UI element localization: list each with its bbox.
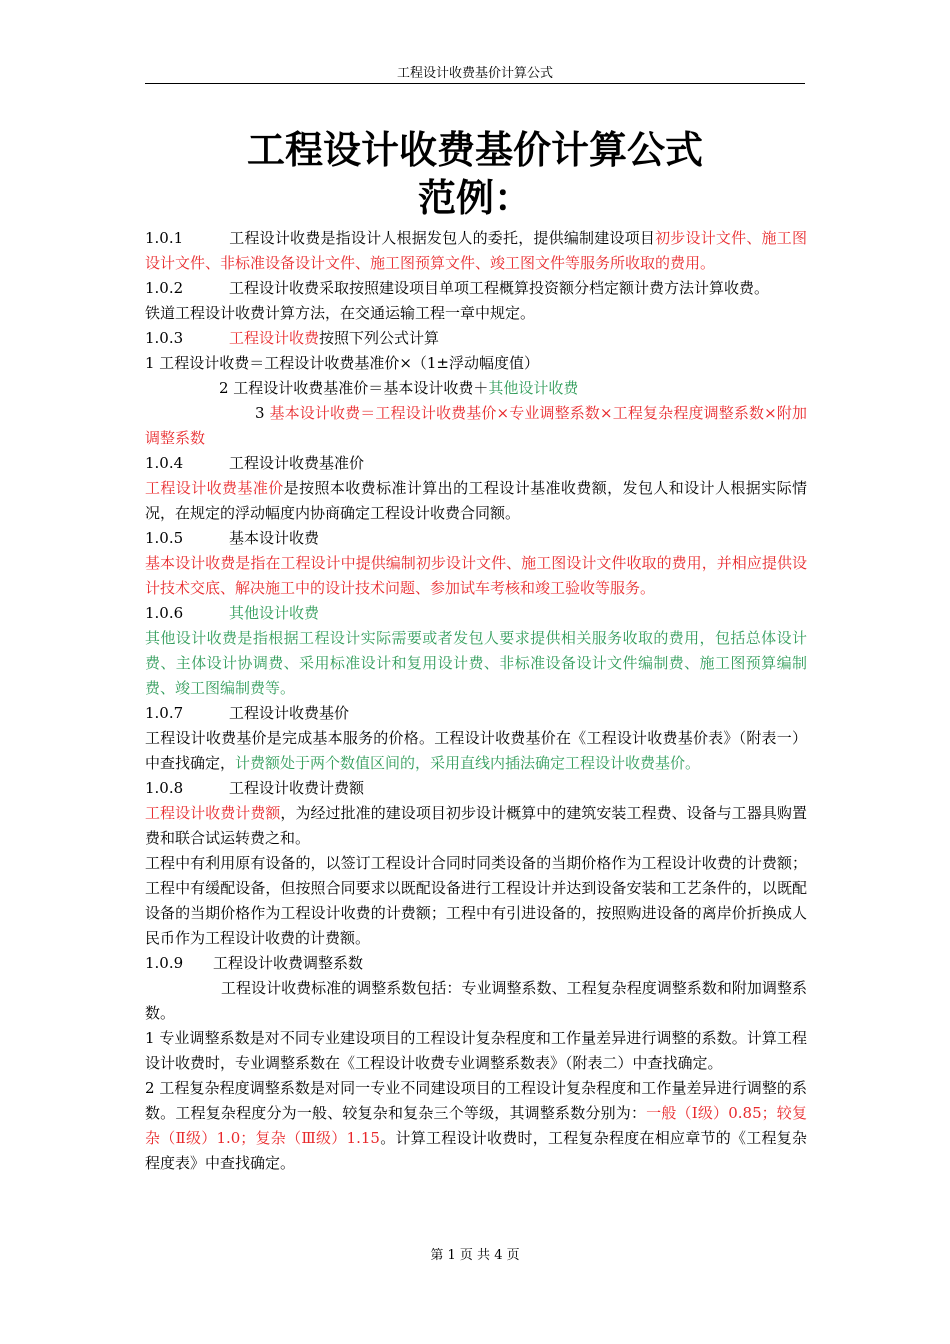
paragraph-text: 2 工程复杂程度调整系数是对同一专业不同建设项目的工程设计复杂程度和工作量差异进行调整的系数。工程复杂程度分为一般、较复杂和复杂三个等级，其调整系数分别为： xyxy=(145,1079,807,1122)
document-title xyxy=(145,126,805,222)
paragraph-text: 是按照本收费标准计算出的工程设计基准收费额，发包人和设计人根据实际情况，在规定的浮动幅度内协商确定工程设计收费合同额。 xyxy=(145,479,807,522)
section-number: 1.0.2 xyxy=(145,279,184,297)
section-1-0-1 xyxy=(145,226,807,276)
section-heading: 工程设计收费计费额 xyxy=(229,779,365,797)
paragraph-text: 工程设计收费基价是完成基本服务的价格。工程设计收费基价在《工程设计收费基价表》（附表一）中查找确定， xyxy=(145,729,807,772)
section-1-0-8 xyxy=(145,776,807,801)
page-footer: 第 1 页 共 4 页 xyxy=(430,1248,520,1263)
paragraph xyxy=(145,726,807,776)
formula-number: 3 xyxy=(255,404,270,422)
section-heading: 基本设计收费 xyxy=(229,529,320,547)
highlighted-text: 一般（Ⅰ级）0.85；较复杂（Ⅱ级）1.0；复杂（Ⅲ级）1.15 xyxy=(145,1104,807,1147)
section-heading: 工程设计收费基准价 xyxy=(229,454,365,472)
paragraph: 1 专业调整系数是对不同专业建设项目的工程设计复杂程度和工作量差异进行调整的系数。计算工程设计收费时，专业调整系数在《工程设计收费专业调整系数表》（附表二）中查找确定。 xyxy=(145,1029,807,1072)
highlighted-text: 基本设计收费＝工程设计收费基价×专业调整系数×工程复杂程度调整系数×附加调整系数 xyxy=(145,404,807,447)
title-line-1: 工程设计收费基价计算公式 xyxy=(246,128,703,172)
highlighted-text: 初步设计文件、施工图设计文件、非标准设备设计文件、施工图预算文件、竣工图文件等服务所收取的费用。 xyxy=(145,229,807,272)
document-body xyxy=(145,226,807,1176)
section-heading: 工程设计收费基价 xyxy=(229,704,350,722)
formula-1: 1 工程设计收费＝工程设计收费基准价×（1±浮动幅度值） xyxy=(145,354,539,372)
section-1-0-5 xyxy=(145,526,807,551)
paragraph: 工程中有利用原有设备的，以签订工程设计合同时同类设备的当期价格作为工程设计收费的计费额；工程中有缓配设备，但按照合同要求以既配设备进行工程设计并达到设备安装和工艺条件的，以既配设备的当期价格作为工程设计收费的计费额；工程中有引进设备的，按照购进设备的离岸价折换成人民币作为工程设计收费的计费额。 xyxy=(145,854,807,947)
highlighted-text: 其他设计收费 xyxy=(488,379,579,397)
section-text: 按照下列公式计算 xyxy=(319,329,440,347)
page-header: 工程设计收费基价计算公式 xyxy=(396,66,553,81)
paragraph xyxy=(145,476,807,526)
highlighted-text: 工程设计收费基准价 xyxy=(145,479,284,497)
section-number: 1.0.6 xyxy=(145,604,184,622)
paragraph: 工程设计收费标准的调整系数包括：专业调整系数、工程复杂程度调整系数和附加调整系数。 xyxy=(145,979,807,1022)
paragraph: 铁道工程设计收费计算方法，在交通运输工程一章中规定。 xyxy=(145,304,536,322)
section-1-0-7 xyxy=(145,701,807,726)
highlighted-text: 计费额处于两个数值区间的，采用直线内插法确定工程设计收费基价。 xyxy=(235,754,701,772)
paragraph: 基本设计收费是指在工程设计中提供编制初步设计文件、施工图设计文件收取的费用，并相应提供设计技术交底、解决施工中的设计技术问题、参加试车考核和竣工验收等服务。 xyxy=(145,554,807,597)
section-number: 1.0.9 xyxy=(145,954,184,972)
paragraph xyxy=(145,1076,807,1176)
section-number: 1.0.8 xyxy=(145,779,184,797)
highlighted-text: 工程设计收费计费额 xyxy=(145,804,281,822)
section-text: 工程设计收费是指设计人根据发包人的委托，提供编制建设项目 xyxy=(229,229,656,247)
section-1-0-9 xyxy=(145,951,807,976)
section-1-0-4 xyxy=(145,451,807,476)
section-heading: 工程设计收费调整系数 xyxy=(213,954,364,972)
formula-3 xyxy=(145,401,807,451)
header-divider xyxy=(145,83,805,84)
highlighted-text: 工程设计收费 xyxy=(229,329,320,347)
section-number: 1.0.1 xyxy=(145,229,184,247)
section-number: 1.0.4 xyxy=(145,454,184,472)
section-text: 工程设计收费采取按照建设项目单项工程概算投资额分档定额计费方法计算收费。 xyxy=(229,279,770,297)
section-1-0-2 xyxy=(145,276,807,301)
section-number: 1.0.7 xyxy=(145,704,184,722)
section-heading: 其他设计收费 xyxy=(229,604,320,622)
section-1-0-3 xyxy=(145,326,807,351)
paragraph xyxy=(145,801,807,851)
section-number: 1.0.3 xyxy=(145,329,184,347)
formula-2 xyxy=(145,376,807,401)
paragraph: 其他设计收费是指根据工程设计实际需要或者发包人要求提供相关服务收取的费用，包括总体设计费、主体设计协调费、采用标准设计和复用设计费、非标准设备设计文件编制费、施工图预算编制费、竣工图编制费等。 xyxy=(145,629,807,697)
paragraph-text: ，为经过批准的建设项目初步设计概算中的建筑安装工程费、设备与工器具购置费和联合试运转费之和。 xyxy=(145,804,807,847)
paragraph-text: 。计算工程设计收费时，工程复杂程度在相应章节的《工程复杂程度表》中查找确定。 xyxy=(145,1129,807,1172)
section-number: 1.0.5 xyxy=(145,529,184,547)
title-line-2: 范例： xyxy=(417,176,532,220)
formula-text: 2 工程设计收费基准价＝基本设计收费＋ xyxy=(219,379,489,397)
section-1-0-6 xyxy=(145,601,807,626)
